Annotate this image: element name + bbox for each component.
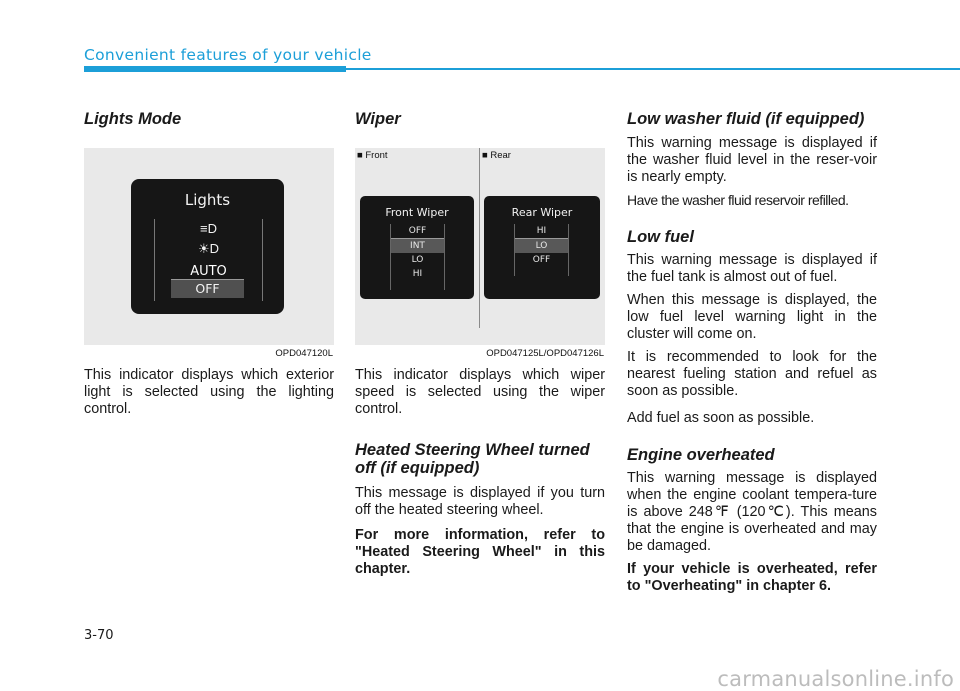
rear-tag: ■ Rear	[482, 150, 511, 161]
heated-steering-reference: For more information, refer to "Heated Steering Wheel" in this chapter.	[355, 527, 605, 577]
rear-wiper-off: OFF	[532, 255, 551, 265]
page-number: 3-70	[84, 628, 114, 643]
lights-display-panel	[131, 179, 284, 314]
low-washer-action: Have the washer fluid reservoir refilled.	[627, 192, 849, 208]
low-fuel-description: This warning message is displayed if the fuel tank is almost out of fuel.	[627, 252, 877, 285]
low-fuel-recommendation: It is recommended to look for the nearest fueling station and refuel as soon as possible.	[627, 349, 877, 399]
front-wiper-panel	[360, 196, 474, 299]
engine-overheated-reference: If your vehicle is overheated, refer to "Overheating" in chapter 6.	[627, 561, 877, 594]
heading-engine-overheated: Engine overheated	[627, 446, 775, 464]
low-fuel-light-note: When this message is displayed, the low fuel level warning light in the cluster will come on.	[627, 292, 877, 342]
parking-light-icon: ☀D	[197, 241, 220, 256]
section-header	[84, 46, 372, 65]
header-accent-bar	[84, 66, 346, 72]
lights-off-option-selected: OFF	[171, 279, 244, 298]
front-wiper-lo: LO	[411, 255, 424, 265]
front-wiper-off: OFF	[408, 226, 427, 236]
heading-low-washer-fluid: Low washer fluid (if equipped)	[627, 110, 865, 128]
front-wiper-options	[390, 224, 445, 290]
rear-wiper-hi: HI	[536, 226, 547, 236]
heated-steering-description: This message is displayed if you turn off the heated steering wheel.	[355, 485, 605, 518]
column-wiper	[355, 110, 605, 578]
front-wiper-title: Front Wiper	[385, 206, 449, 219]
wiper-description: This indicator displays which wiper speed is selected using the wiper control.	[355, 367, 605, 417]
rear-wiper-panel	[484, 196, 600, 299]
wiper-figure	[355, 148, 605, 359]
rear-wiper-options	[514, 224, 569, 276]
lights-panel-title: Lights	[184, 191, 231, 209]
rear-wiper-lo-selected: LO	[515, 238, 568, 253]
lights-figure	[84, 148, 334, 359]
figure-code: OPD047120L	[275, 348, 333, 359]
lights-options-frame	[154, 219, 263, 301]
watermark: carmanualsonline.info	[717, 667, 954, 691]
heading-wiper: Wiper	[355, 110, 401, 128]
lights-auto-option: AUTO	[190, 264, 227, 279]
figure-divider	[479, 148, 480, 328]
front-wiper-int-selected: INT	[391, 238, 444, 253]
front-wiper-hi: HI	[412, 269, 423, 279]
heading-heated-steering-line2: off (if equipped)	[355, 459, 480, 477]
low-beam-icon: ≡D	[200, 221, 217, 236]
lights-mode-description: This indicator displays which exterior light is selected using the lighting control.	[84, 367, 334, 417]
low-washer-description: This warning message is displayed if the washer fluid level in the reser-voir is nearly empty.	[627, 135, 877, 185]
heading-lights-mode: Lights Mode	[84, 110, 182, 128]
section-title: Convenient features of your vehicle	[84, 46, 372, 64]
heading-heated-steering	[355, 441, 605, 477]
heading-heated-steering-line1: Heated Steering Wheel turned	[355, 441, 590, 459]
heading-low-fuel: Low fuel	[627, 228, 694, 246]
column-lights-mode	[84, 110, 334, 418]
figure-code: OPD047125L/OPD047126L	[486, 348, 604, 359]
low-fuel-action: Add fuel as soon as possible.	[627, 410, 815, 426]
engine-overheated-description: This warning message is displayed when the engine coolant tempera-ture is above 248℉ (120℃). This means that the engine is overheated and may be damaged.	[627, 470, 877, 554]
front-tag: ■ Front	[357, 150, 388, 161]
column-warnings	[627, 110, 877, 595]
rear-wiper-title: Rear Wiper	[511, 206, 573, 219]
